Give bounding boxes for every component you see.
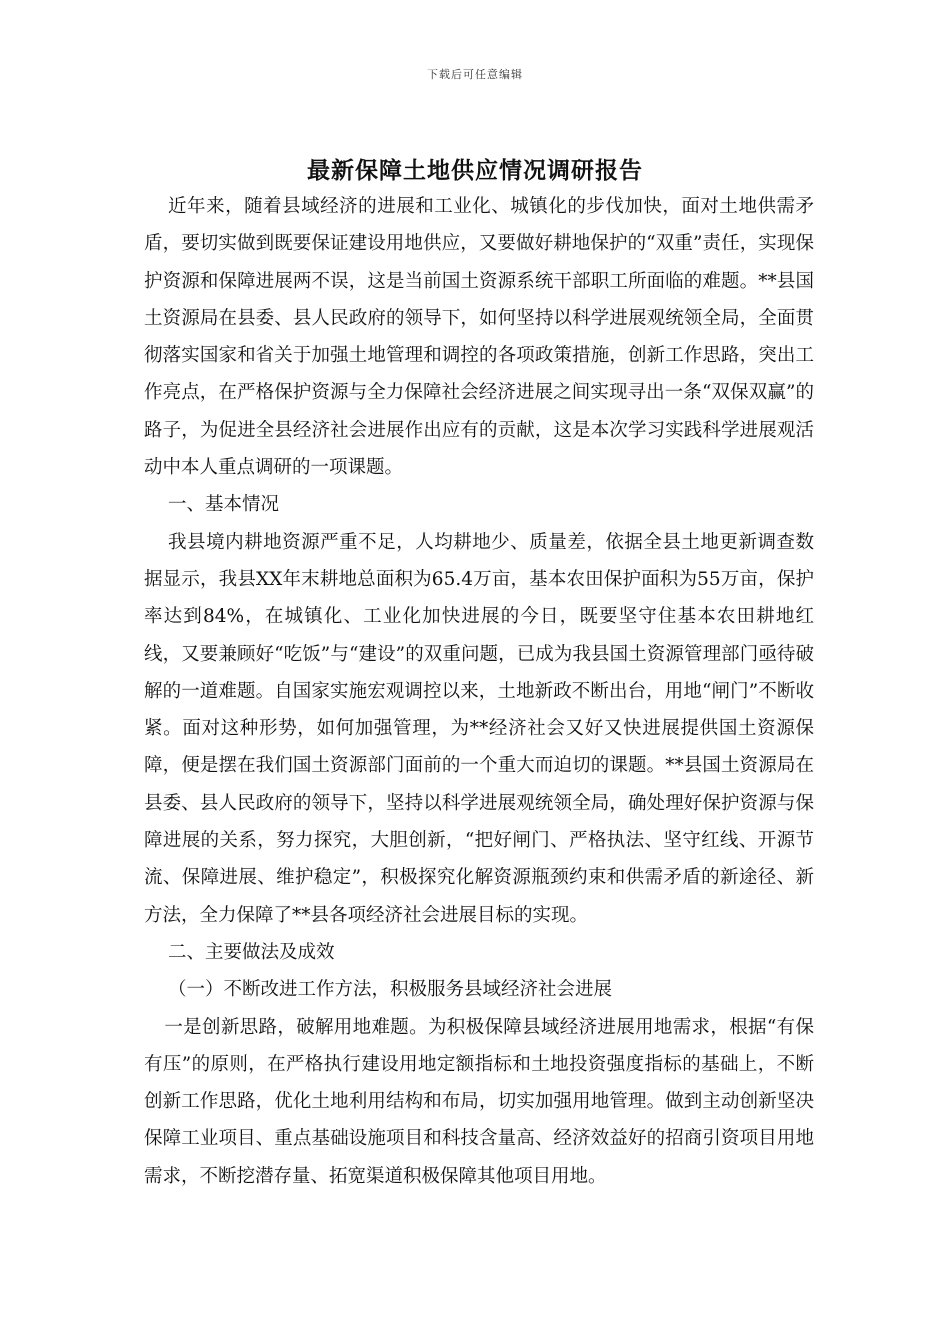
basic-situation-paragraph: 我县境内耕地资源严重不足，人均耕地少、质量差，依据全县土地更新调查数据显示，我县XX年末耕地总面积为65.4万亩，基本农田保护面积为55万亩，保护率达到84%，在城镇化、工业化加快进展的今日，既要坚守住基本农田耕地红线，又要兼顾好“吃饭”与“建设”的双重问题，已成为我县国土资源管理部门亟待破解的一道难题。自国家实施宏观调控以来，土地新政不断出台，用地“闸门”不断收紧。面对这种形势，如何加强管理，为**经济社会又好又快进展提供国土资源保障，便是摆在我们国土资源部门面前的一个重大而迫切的课题。**县国土资源局在县委、县人民政府的领导下，坚持以科学进展观统领全局，确处理好保护资源与保障进展的关系，努力探究，大胆创新，“把好闸门、严格执法、坚守红线、开源节流、保障进展、维护稳定”，积极探究化解资源瓶颈约束和供需矛盾的新途径、新方法，全力保障了**县各项经济社会进展目标的实现。 xyxy=(144,531,814,926)
document-body xyxy=(144,188,814,1195)
intro-paragraph: 近年来，随着县域经济的进展和工业化、城镇化的步伐加快，面对土地供需矛盾，要切实做到既要保证建设用地供应，又要做好耕地保护的“双重”责任，实现保护资源和保障进展两不误，这是当前国土资源系统干部职工所面临的难题。**县国土资源局在县委、县人民政府的领导下，如何坚持以科学进展观统领全局，全面贯彻落实国家和省关于加强土地管理和调控的各项政策措施，创新工作思路，突出工作亮点，在严格保护资源与全力保障社会经济进展之间实现寻出一条“双保双赢”的路子，为促进全县经济社会进展作出应有的贡献，这是本次学习实践科学进展观活动中本人重点调研的一项课题。 xyxy=(144,196,814,479)
practice-paragraph-1: 一是创新思路，破解用地难题。为积极保障县域经济进展用地需求，根据“有保有压”的原则，在严格执行建设用地定额指标和土地投资强度指标的基础上，不断创新工作思路，优化土地利用结构和布局，切实加强用地管理。做到主动创新坚决保障工业项目、重点基础设施项目和科技含量高、经济效益好的招商引资项目用地需求，不断挖潜存量、拓宽渠道积极保障其他项目用地。 xyxy=(144,1016,814,1187)
document-title: 最新保障土地供应情况调研报告 xyxy=(307,157,643,184)
section-heading-main-practices: 二、主要做法及成效 xyxy=(168,941,335,963)
subsection-heading-1: （一）不断改进工作方法，积极服务县域经济社会进展 xyxy=(168,979,613,1001)
section-heading-basic-situation: 一、基本情况 xyxy=(168,494,280,516)
header-note: 下载后可任意编辑 xyxy=(427,68,523,81)
